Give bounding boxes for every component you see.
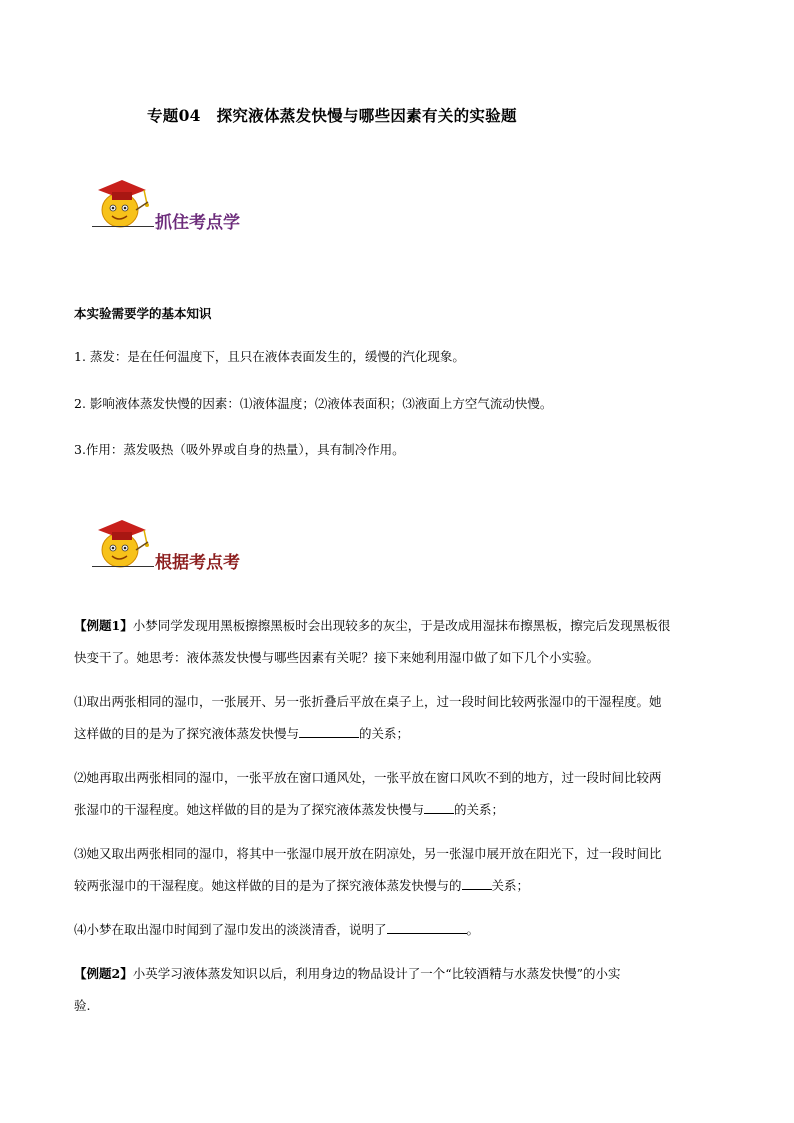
section-underline [92, 566, 154, 567]
answer-blank[interactable] [387, 921, 467, 934]
page-title: 专题04 探究液体蒸发快慢与哪些因素有关的实验题 [147, 106, 517, 125]
graduate-mascot-icon [92, 172, 152, 234]
knowledge-heading: 本实验需要学的基本知识 [74, 306, 212, 321]
question1-line1: ⑴取出两张相同的湿巾，一张展开、另一张折叠后平放在桌子上，过一段时间比较两张湿巾的干湿程度。她 [74, 694, 662, 709]
question3-line2: 较两张湿巾的干湿程度。她这样做的目的是为了探究液体蒸发快慢与的 关系； [74, 878, 530, 893]
knowledge-item: 2. 影响液体蒸发快慢的因素：⑴液体温度；⑵液体表面积；⑶液面上方空气流动快慢。 [74, 396, 553, 411]
section-header-test [88, 512, 328, 582]
question4: ⑷小梦在取出湿巾时闻到了湿巾发出的淡淡清香，说明了 。 [74, 922, 480, 937]
question3-line1: ⑶她又取出两张相同的湿巾，将其中一张湿巾展开放在阴凉处，另一张湿巾展开放在阳光下，过一段时间比 [74, 846, 662, 861]
example1-intro-line2: 快变干了。她思考：液体蒸发快慢与哪些因素有关呢？接下来她利用湿巾做了如下几个小实验。 [74, 650, 600, 665]
example1-tag: 【例题1】 [74, 618, 133, 633]
knowledge-item: 1. 蒸发：是在任何温度下，且只在液体表面发生的，缓慢的汽化现象。 [74, 349, 465, 364]
example1-intro-line1: 【例题1】小梦同学发现用黑板擦擦黑板时会出现较多的灰尘，于是改成用湿抹布擦黑板，擦完后发现黑板很 [74, 618, 671, 633]
question1-line2: 这样做的目的是为了探究液体蒸发快慢与 的关系； [74, 726, 410, 741]
section-underline [92, 226, 154, 227]
section-label: 抓住考点学 [155, 213, 240, 233]
question2-line1: ⑵她再取出两张相同的湿巾，一张平放在窗口通风处，一张平放在窗口风吹不到的地方，过一段时间比较两 [74, 770, 662, 785]
question2-line2: 张湿巾的干湿程度。她这样做的目的是为了探究液体蒸发快慢与 的关系； [74, 802, 505, 817]
example2-line2: 验. [74, 998, 91, 1013]
section-header-learn [88, 172, 328, 242]
example2-line1: 【例题2】小英学习液体蒸发知识以后，利用身边的物品设计了一个“比较酒精与水蒸发快慢”的小实 [74, 966, 621, 981]
graduate-mascot-icon [92, 512, 152, 574]
answer-blank[interactable] [424, 801, 454, 814]
section-label: 根据考点考 [155, 553, 240, 573]
answer-blank[interactable] [462, 877, 492, 890]
knowledge-item: 3.作用：蒸发吸热（吸外界或自身的热量），具有制冷作用。 [74, 442, 405, 457]
example2-tag: 【例题2】 [74, 966, 133, 981]
answer-blank[interactable] [299, 725, 359, 738]
